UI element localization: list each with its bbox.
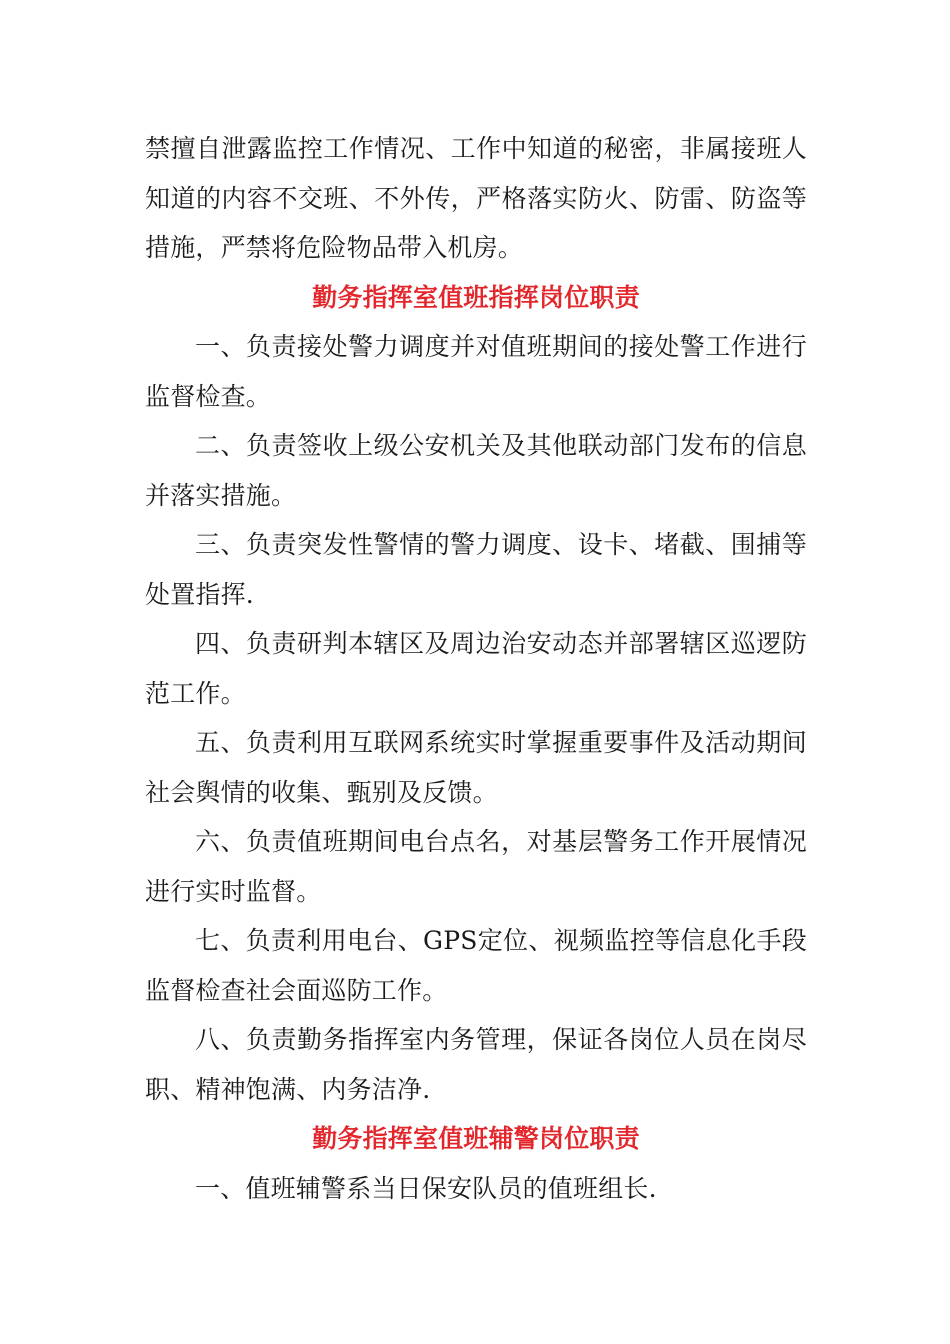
duty-item: 七、负责利用电台、GPS定位、视频监控等信息化手段监督检查社会面巡防工作。 — [145, 926, 807, 1005]
duty-item: 四、负责研判本辖区及周边治安动态并部署辖区巡逻防范工作。 — [145, 629, 807, 708]
intro-paragraph: 禁擅自泄露监控工作情况、工作中知道的秘密，非属接班人知道的内容不交班、不外传，严格落实防火、防雷、防盗等措施，严禁将危险物品带入机房。 — [145, 134, 807, 262]
document-page — [145, 124, 807, 1213]
duty-item: 一、值班辅警系当日保安队员的值班组长. — [195, 1173, 657, 1203]
duty-item: 六、负责值班期间电台点名，对基层警务工作开展情况进行实时监督。 — [145, 827, 807, 906]
section-title-duty-auxiliary-police: 勤务指挥室值班辅警岗位职责 — [312, 1124, 640, 1153]
duty-item: 五、负责利用互联网系统实时掌握重要事件及活动期间社会舆情的收集、甄别及反馈。 — [145, 728, 807, 807]
duty-item: 一、负责接处警力调度并对值班期间的接处警工作进行监督检查。 — [145, 332, 807, 411]
duty-item: 八、负责勤务指挥室内务管理，保证各岗位人员在岗尽职、精神饱满、内务洁净. — [145, 1025, 807, 1104]
section-title-duty-commander: 勤务指挥室值班指挥岗位职责 — [312, 282, 640, 312]
duty-item: 三、负责突发性警情的警力调度、设卡、堵截、围捕等处置指挥. — [145, 530, 807, 609]
duty-item: 二、负责签收上级公安机关及其他联动部门发布的信息并落实措施。 — [145, 431, 807, 510]
